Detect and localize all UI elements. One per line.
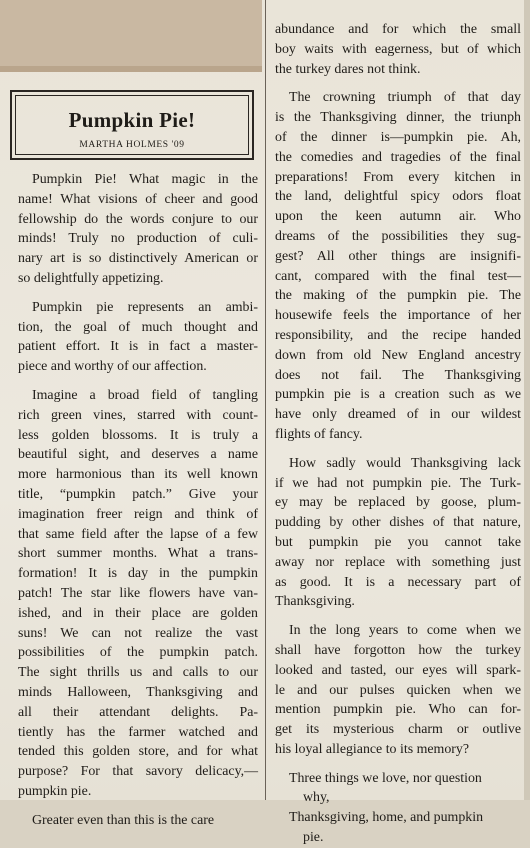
text-line: looked and tasted, our eyes will spark- [275,662,521,678]
text-line: get its mysterious charm or outlive [275,722,521,738]
paper-tab-edge [0,66,262,72]
text-line: does not fail. The Thanksgiving [275,367,521,383]
text-line: the land, delightful spicy odors float [275,189,521,205]
paragraph [275,20,521,79]
closing-verse [275,769,521,848]
text-line: name! What visions of cheer and good [18,191,258,207]
text-line: patch! The star like flowers have van- [18,585,258,601]
text-line: of the dinner is—pumpkin pie. Ah, [275,129,521,145]
text-line: the making of the pumpkin pie. The [275,288,521,304]
text-line: rich green vines, starred with count- [18,407,258,423]
right-column [275,20,521,848]
text-line: his loyal allegiance to its memory? [275,741,470,757]
text-line: but pumpkin pie you cannot take [275,534,521,550]
text-line: The sight thrills us and calls to our [18,665,258,681]
text-line: if we had not pumpkin pie. The Turk- [275,475,521,491]
text-line: all their attendant delights. Pa- [18,704,258,720]
text-line: more harmonious than its well known [18,467,258,483]
text-line: imagination freer reign and think of [18,506,258,522]
text-line: dreams of the possibilities they sug- [275,228,521,244]
text-line: beautiful sight, and deserves a name [18,447,258,463]
text-line: have only dreamed of in our wildest [275,407,521,423]
paragraph [18,170,258,289]
verse-line: Thanksgiving, home, and pumpkin [289,810,484,826]
text-line: is the Thanksgiving dinner, the triunph [275,110,521,126]
text-line: less golden blossoms. It is truly a [18,427,258,443]
text-line: le and our pulses quicken when we [275,682,521,698]
paragraph-gap [275,760,521,769]
column-rule [265,0,266,800]
text-line: piece and worthy of our affection. [18,359,207,375]
text-line: minds! Truly no production of culi- [18,231,258,247]
paragraph [275,454,521,612]
paragraph-gap [275,79,521,88]
verse-line: why, [303,790,330,806]
paragraph-gap [18,802,258,811]
text-line: tion, the goal of much thought and [18,319,258,335]
text-line: away nor replace with something just [275,554,521,570]
text-line: patient effort. It is in fact a master- [18,339,258,355]
text-line: ey may be replaced by goose, plum- [275,495,521,511]
text-line: tiently has the farmer watched and [18,724,258,740]
text-line: tended this golden store, and for what [18,744,258,760]
text-line: In the long years to come when we [289,623,521,639]
text-line: shall have forgotton how the turkey [275,642,521,658]
text-line: Greater even than this is the care [32,812,215,828]
text-line: short summer months. What a trans- [18,546,258,562]
text-line: formation! It is day in the pumpkin [18,566,258,582]
paragraph-gap [18,289,258,298]
text-line: mention pumpkin pie. Who can for- [275,702,521,718]
text-line: gest? All other things are insignifi- [275,248,521,264]
text-line: flights of fancy. [275,426,363,442]
text-line: ished, and in their place are golden [18,605,258,621]
verse-line: pie. [303,830,324,846]
left-column [18,170,258,831]
text-line: as good. It is a necessary part of [275,574,521,590]
page-edge [524,0,530,800]
paragraph [18,298,258,377]
text-line: pumpkin pie. [18,783,92,799]
text-line: title, “pumpkin patch.” Give your [18,486,258,502]
text-line: so delightfully appetizing. [18,270,164,286]
paragraph [275,88,521,444]
paragraph [275,621,521,760]
text-line: Pumpkin pie represents an ambi- [32,299,258,315]
text-line: pumpkin pie is a creation such as we [275,387,521,403]
text-line: possibilities of the pumpkin patch. [18,645,258,661]
text-line: cant, compared with the final test— [275,268,521,284]
paper-tab [0,0,262,70]
text-line: preparations! From every kitchen in [275,169,521,185]
text-line: purpose? For that savory delicacy,— [18,764,258,780]
title-box [10,90,254,160]
text-line: that same field after the lapse of a few [18,526,258,542]
text-line: nary art is so distinctively American or [18,251,258,267]
text-line: Pumpkin Pie! What magic in the [32,172,258,187]
text-line: Imagine a broad field of tangling [32,387,258,403]
text-line: How sadly would Thanksgiving lack [289,455,521,471]
text-line: minds Halloween, Thanksgiving and [18,684,258,700]
text-line: The crowning triumph of that day [289,90,521,106]
article-title: Pumpkin Pie! [68,108,196,132]
text-line: upon the keen autumn air. Who [275,209,521,225]
paragraph-gap [18,377,258,386]
text-line: boy waits with eagerness, but of which [275,41,521,57]
text-line: the turkey dares not think. [275,61,421,77]
paragraph [18,811,258,831]
paragraph-gap [275,612,521,621]
article-byline: MARTHA HOLMES '09 [79,140,185,150]
text-line: Thanksgiving. [275,594,355,610]
text-line: fellowship do the words conjure to our [18,211,258,227]
text-line: abundance and for which the small [275,22,521,37]
paragraph [18,386,258,802]
text-line: the comedies and tragedies of the final [275,149,521,165]
paragraph-gap [275,445,521,454]
text-line: responsibility, and the recipe handed [275,327,521,343]
text-line: suns! We can not realize the vast [18,625,258,641]
text-line: pudding by other dishes of that nature, [275,515,521,531]
text-line: housewife feels the importance of her [275,308,521,324]
text-line: down from old New England ancestry [275,347,521,363]
verse-line: Three things we love, nor question [289,770,482,786]
